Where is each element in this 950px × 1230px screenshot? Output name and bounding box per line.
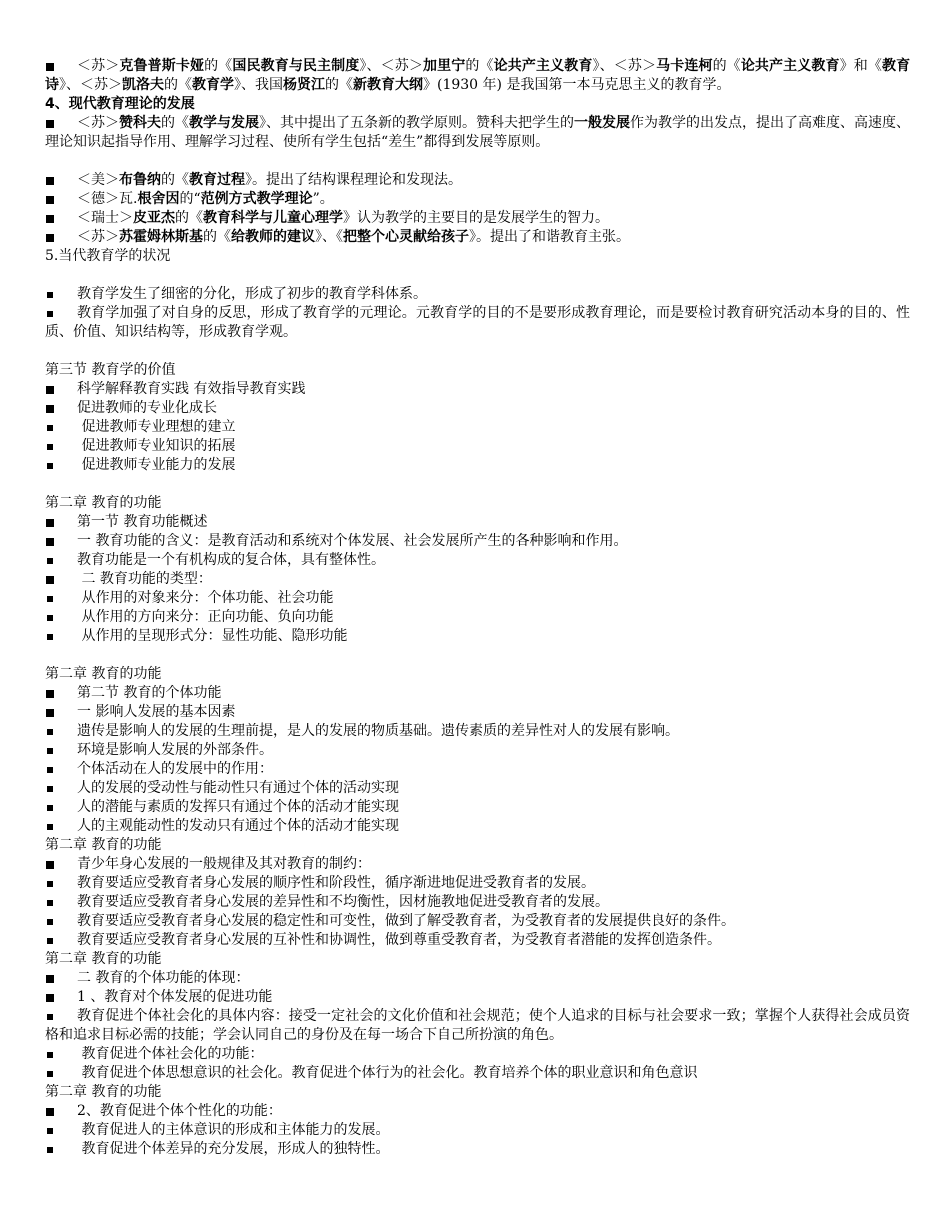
bullet-wagenschein: ＜德＞瓦.根舍因的“范例方式教学理论”。	[45, 190, 910, 209]
heading-modern-theory: 4、现代教育理论的发展	[45, 96, 195, 112]
chapter-title: 第二章 教育的功能	[45, 495, 162, 511]
bullet-sukhomlinsky: ＜苏＞苏霍姆林斯基的《给教师的建议》、《把整个心灵献给孩子》。提出了和谐教育主张。	[45, 228, 910, 247]
bullet-square-icon	[47, 444, 53, 450]
bullet-square-icon	[47, 425, 53, 431]
bullet-square-icon	[47, 919, 53, 925]
bullet-square-icon	[47, 596, 53, 602]
bullet-square-icon	[47, 824, 53, 830]
bullet-contemporary-1: 教育学发生了细密的分化，形成了初步的教育学科体系。	[45, 285, 910, 304]
list-item: 教育促进个体思想意识的社会化。教育促进个体行为的社会化。教育培养个体的职业意识和角色意识	[45, 1064, 910, 1083]
bullet-square-icon	[47, 1014, 53, 1020]
bullet-square-icon	[46, 196, 54, 204]
list-item: 一 影响人发展的基本因素	[45, 703, 910, 722]
bullet-square-icon	[46, 861, 54, 869]
list-item: 2、教育促进个体个性化的功能：	[45, 1102, 910, 1121]
list-item: 第一节 教育功能概述	[45, 513, 910, 532]
bullet-paragraph-modern-works: ＜苏＞克鲁普斯卡娅的《国民教育与民主制度》、＜苏＞加里宁的《论共产主义教育》、＜苏＞马卡连柯的《论共产主义教育》和《教育诗》、＜苏＞凯洛夫的《教育学》、我国杨贤江的《新教育大纲》(1930 年) 是我国第一本马克思主义的教育学。	[45, 58, 911, 93]
heading-contemporary: 5.当代教育学的状况	[45, 248, 171, 264]
list-item: 教育要适应受教育者身心发展的互补性和协调性，做到尊重受教育者，为受教育者潜能的发挥创造条件。	[45, 931, 910, 950]
bullet-square-icon	[47, 292, 53, 298]
bullet-square-icon	[47, 558, 53, 564]
list-item: 教育要适应受教育者身心发展的顺序性和阶段性，循序渐进地促进受教育者的发展。	[45, 874, 910, 893]
bullet-contemporary-2: 教育学加强了对自身的反思，形成了教育学的元理论。元教育学的目的不是要形成教育理论，而是要检讨教育研究活动本身的目的、性质、价值、知识结构等，形成教育学观。	[45, 305, 910, 340]
bullet-square-icon	[47, 786, 53, 792]
list-item: 教育要适应受教育者身心发展的差异性和不均衡性，因材施教地促进受教育者的发展。	[45, 893, 910, 912]
bullet-square-icon	[46, 975, 54, 983]
bullet-square-icon	[47, 748, 53, 754]
chapter-title: 第二章 教育的功能	[45, 1084, 162, 1100]
bullet-value-4: 促进教师专业知识的拓展	[45, 437, 910, 456]
bullet-square-icon	[46, 519, 54, 527]
chapter-title: 第二章 教育的功能	[45, 951, 162, 967]
section-title-value: 第三节 教育学的价值	[45, 362, 176, 378]
bullet-square-icon	[47, 615, 53, 621]
chapter-title: 第二章 教育的功能	[45, 837, 162, 853]
bullet-square-icon	[46, 386, 54, 394]
bullet-square-icon	[46, 1108, 54, 1116]
document-page	[45, 57, 910, 1159]
bullet-square-icon	[47, 1128, 53, 1134]
bullet-square-icon	[46, 994, 54, 1002]
list-item: 人的潜能与素质的发挥只有通过个体的活动才能实现	[45, 798, 910, 817]
bullet-value-5: 促进教师专业能力的发展	[45, 456, 910, 475]
bullet-square-icon	[46, 690, 54, 698]
list-item: 青少年身心发展的一般规律及其对教育的制约：	[45, 855, 910, 874]
bullet-square-icon	[47, 729, 53, 735]
list-item: 个体活动在人的发展中的作用：	[45, 760, 910, 779]
bullet-square-icon	[46, 405, 54, 413]
list-item: 从作用的呈现形式分：显性功能、隐形功能	[45, 627, 910, 646]
list-item: 二 教育的个体功能的体现：	[45, 969, 910, 988]
bullet-square-icon	[47, 881, 53, 887]
bullet-square-icon	[46, 215, 54, 223]
list-item: 第二节 教育的个体功能	[45, 684, 910, 703]
bullet-square-icon	[47, 938, 53, 944]
list-item: 一 教育功能的含义：是教育活动和系统对个体发展、社会发展所产生的各种影响和作用。	[45, 532, 910, 551]
list-item: 人的主观能动性的发动只有通过个体的活动才能实现	[45, 817, 910, 836]
list-item: 人的发展的受动性与能动性只有通过个体的活动实现	[45, 779, 910, 798]
list-item: 教育促进个体差异的充分发展，形成人的独特性。	[45, 1140, 910, 1159]
bullet-paragraph-zankov: ＜苏＞赞科夫的《教学与发展》、其中提出了五条新的教学原则。赞科夫把学生的一般发展作为教学的出发点，提出了高难度、高速度、理论知识起指导作用、理解学习过程、使所有学生包括“差生”都得到发展等原则。	[45, 115, 910, 150]
list-item: 教育促进人的主体意识的形成和主体能力的发展。	[45, 1121, 910, 1140]
bullet-square-icon	[47, 1071, 53, 1077]
list-item: 从作用的对象来分：个体功能、社会功能	[45, 589, 910, 608]
bullet-bruner: ＜美＞布鲁纳的《教育过程》。提出了结构课程理论和发现法。	[45, 171, 910, 190]
bullet-value-3: 促进教师专业理想的建立	[45, 418, 910, 437]
list-item: 遗传是影响人的发展的生理前提，是人的发展的物质基础。遗传素质的差异性对人的发展有影响。	[45, 722, 910, 741]
bullet-square-icon	[46, 63, 54, 71]
bullet-square-icon	[47, 767, 53, 773]
bullet-value-2: 促进教师的专业化成长	[45, 399, 910, 418]
bullet-square-icon	[46, 234, 54, 242]
list-item: 教育促进个体社会化的具体内容：接受一定社会的文化价值和社会规范；使个人追求的目标与社会要求一致；掌握个人获得社会成员资格和追求目标必需的技能；学会认同自己的身份及在每一场合下自己所扮演的角色。	[45, 1008, 910, 1043]
bullet-square-icon	[47, 311, 53, 317]
bullet-square-icon	[47, 805, 53, 811]
list-item: 教育要适应受教育者身心发展的稳定性和可变性，做到了解受教育者，为受教育者的发展提供良好的条件。	[45, 912, 910, 931]
bullet-square-icon	[46, 177, 54, 185]
list-item: 二 教育功能的类型：	[45, 570, 910, 589]
list-item: 从作用的方向来分：正向功能、负向功能	[45, 608, 910, 627]
bullet-piaget: ＜瑞士＞皮亚杰的《教育科学与儿童心理学》认为教学的主要目的是发展学生的智力。	[45, 209, 910, 228]
bullet-square-icon	[46, 120, 54, 128]
bullet-square-icon	[47, 1052, 53, 1058]
bullet-square-icon	[47, 634, 53, 640]
list-item: 教育功能是一个有机构成的复合体，具有整体性。	[45, 551, 910, 570]
bullet-square-icon	[47, 900, 53, 906]
bullet-square-icon	[47, 1147, 53, 1153]
bullet-square-icon	[46, 709, 54, 717]
bullet-square-icon	[46, 576, 54, 584]
list-item: 环境是影响人发展的外部条件。	[45, 741, 910, 760]
list-item: 教育促进个体社会化的功能：	[45, 1045, 910, 1064]
bullet-square-icon	[47, 463, 53, 469]
chapter-title: 第二章 教育的功能	[45, 666, 162, 682]
list-item: 1 、教育对个体发展的促进功能	[45, 988, 910, 1007]
bullet-square-icon	[46, 538, 54, 546]
bullet-value-1: 科学解释教育实践 有效指导教育实践	[45, 380, 910, 399]
